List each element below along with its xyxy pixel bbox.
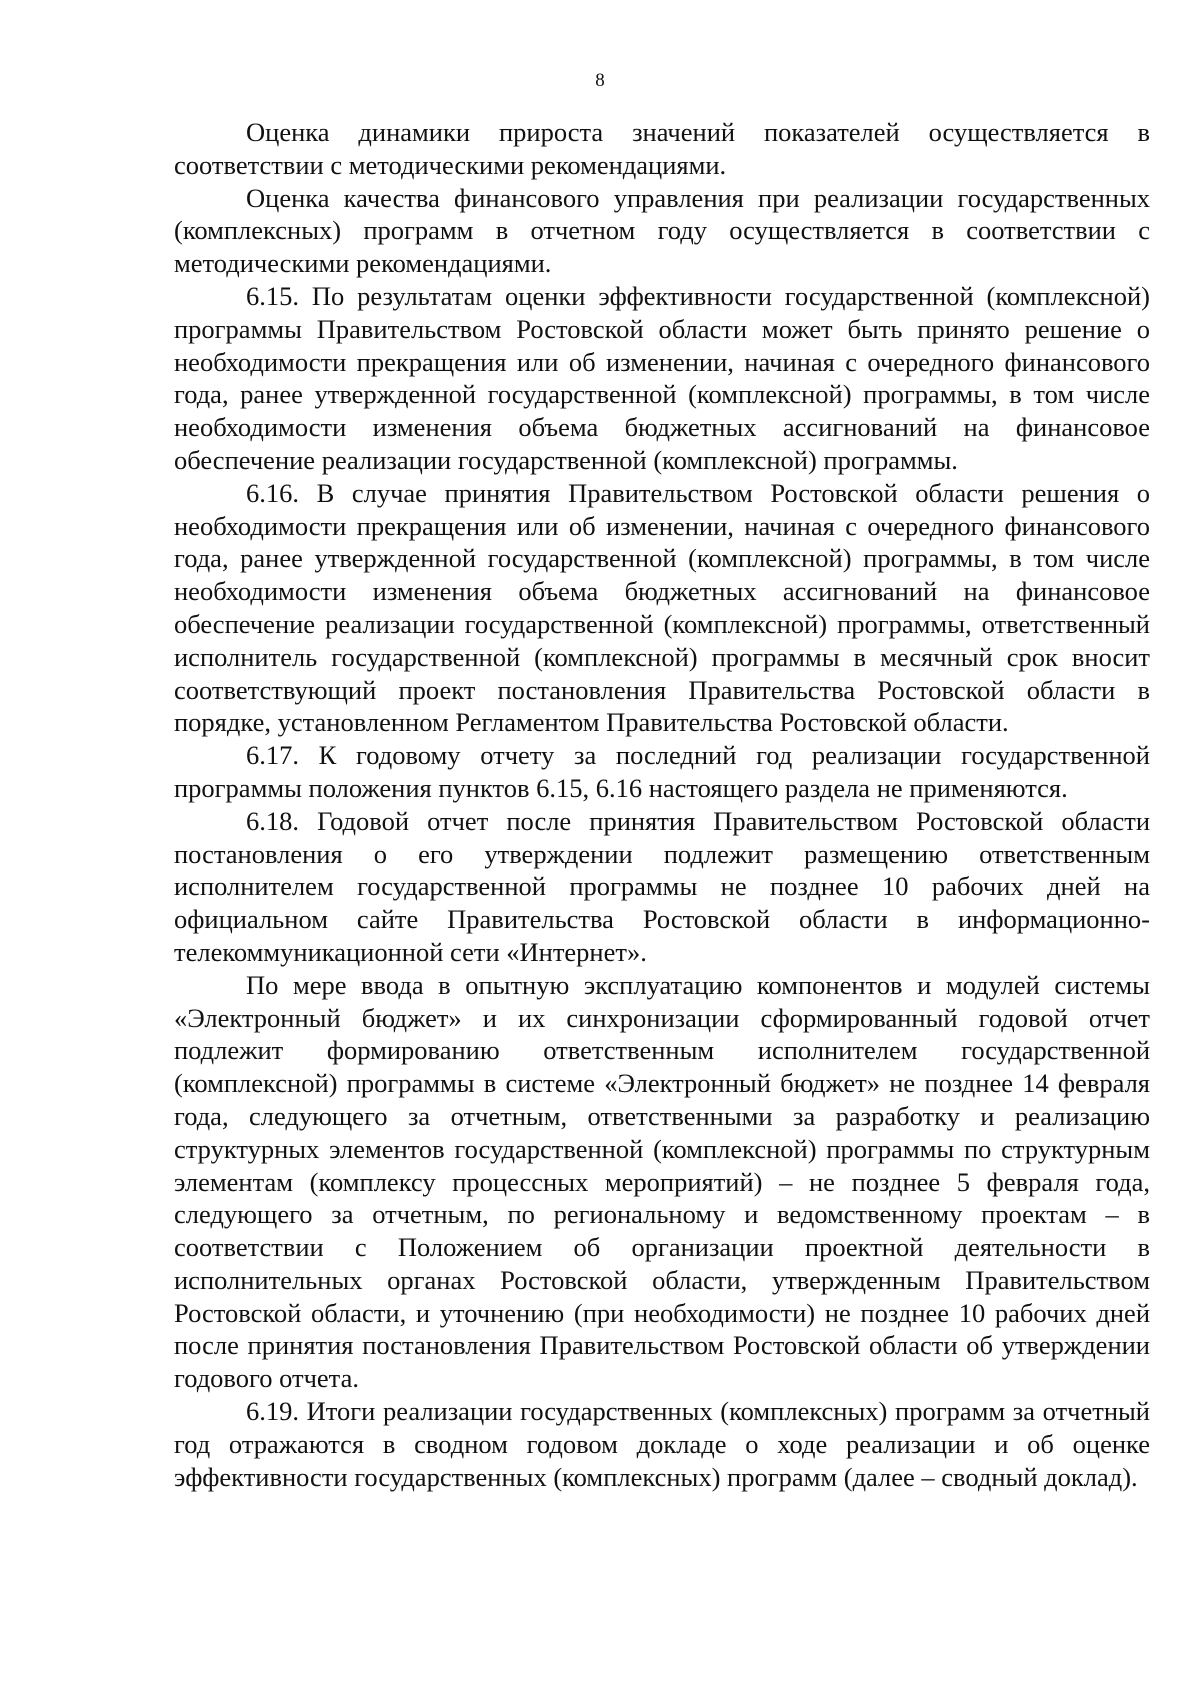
paragraph-dynamics-assessment: Оценка динамики прироста значений показателей осуществляется в соответствии с методическими рекомендациями. (174, 117, 1150, 180)
paragraph-6-15: 6.15. По результатам оценки эффективности государственной (комплексной) программы Правительством Ростовской области может быть принято решение о необходимости прекращения или об изменении, начиная с очередного финансового года, ранее утвержденной государственной (комплексной) программы, в том числе необходимости изменения объема бюджетных ассигнований на финансовое обеспечение реализации государственной (комплексной) программы. (174, 280, 1150, 475)
paragraph-electronic-budget: По мере ввода в опытную эксплуатацию компонентов и модулей системы «Электронный бюджет» и их синхронизации сформированный годовой отчет подлежит формированию ответственным исполнителем государственной (комплексной) программы в системе «Электронный бюджет» не позднее 14 февраля года, следующего за отчетным, ответственными за разработку и реализацию структурных элементов государственной (комплексной) программы по структурным элементам (комплексу процессных мероприятий) – не позднее 5 февраля года, следующего за отчетным, по региональному и ведомственному проектам – в соответствии с Положением об организации проектной деятельности в исполнительных органах Ростовской области, утвержденным Правительством Ростовской области, и уточнению (при необходимости) не позднее 10 рабочих дней после принятия постановления Правительством Ростовской области об утверждении годового отчета. (174, 969, 1150, 1394)
document-body (174, 116, 1150, 1493)
paragraph-6-16: 6.16. В случае принятия Правительством Ростовской области решения о необходимости прекращения или об изменении, начиная с очередного финансового года, ранее утвержденной государственной (комплексной) программы, в том числе необходимости изменения объема бюджетных ассигнований на финансовое обеспечение реализации государственной (комплексной) программы, ответственный исполнитель государственной (комплексной) программы в месячный срок вносит соответствующий проект постановления Правительства Ростовской области в порядке, установленном Регламентом Правительства Ростовской области. (174, 477, 1150, 738)
paragraph-6-18: 6.18. Годовой отчет после принятия Правительством Ростовской области постановления о его утверждении подлежит размещению ответственным исполнителем государственной программы не позднее 10 рабочих дней на официальном сайте Правительства Ростовской области в информационно-телекоммуникационной сети «Интернет». (174, 805, 1150, 967)
paragraph-6-19: 6.19. Итоги реализации государственных (комплексных) программ за отчетный год отражаются в сводном годовом докладе о ходе реализации и об оценке эффективности государственных (комплексных) программ (далее – сводный доклад). (174, 1396, 1150, 1492)
paragraph-financial-management-assessment: Оценка качества финансового управления при реализации государственных (комплексных) программ в отчетном году осуществляется в соответствии с методическими рекомендациями. (174, 182, 1150, 279)
page-number: 8 (595, 70, 605, 91)
paragraph-6-17: 6.17. К годовому отчету за последний год реализации государственной программы положения пунктов 6.15, 6.16 настоящего раздела не применяются. (174, 740, 1150, 803)
